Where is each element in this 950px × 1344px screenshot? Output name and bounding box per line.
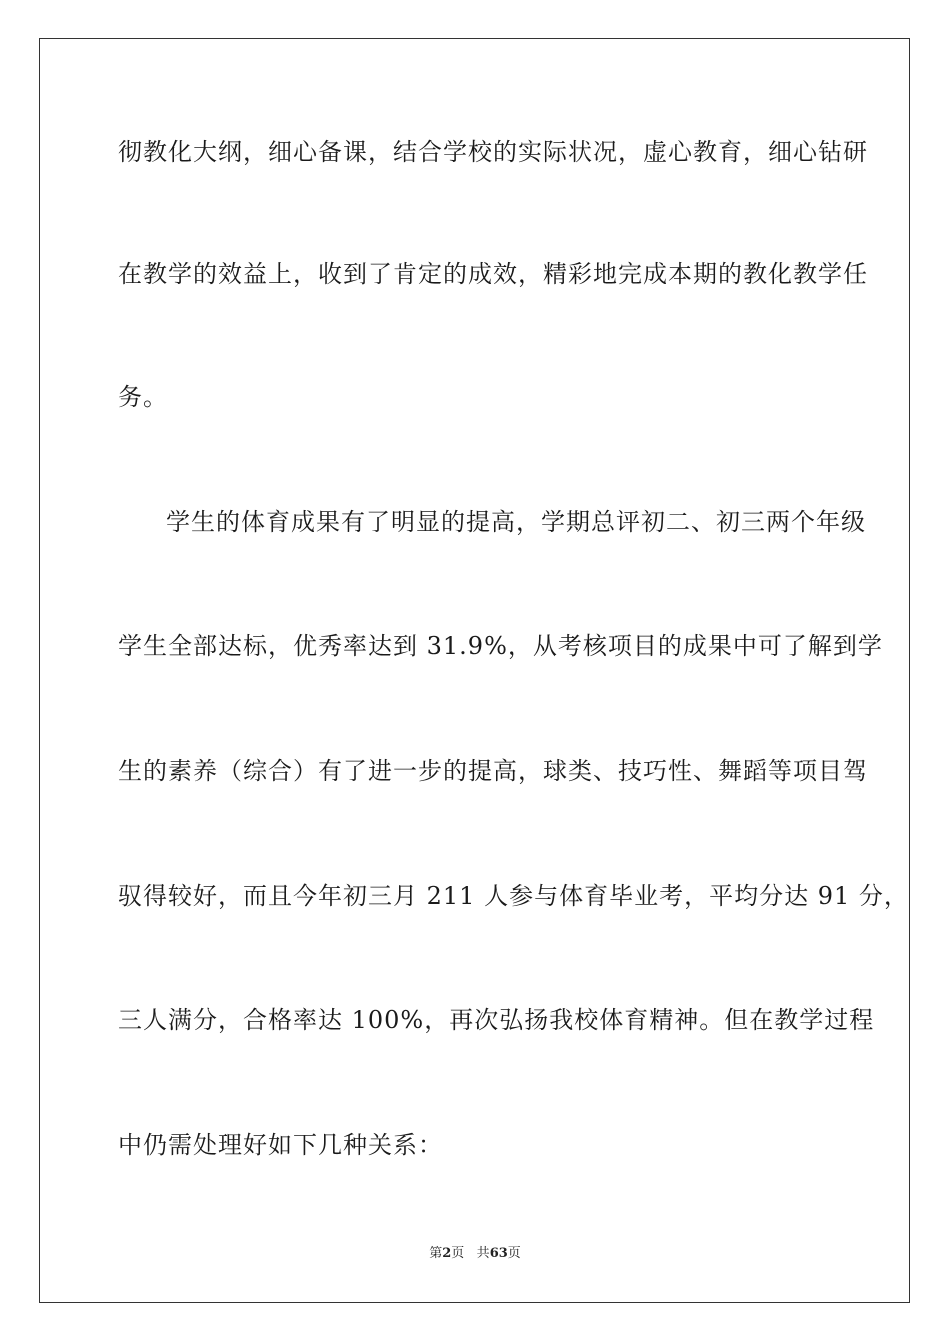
text-line: 彻教化大纲，细心备课，结合学校的实际状况，虚心教育，细心钻研 bbox=[118, 138, 868, 166]
footer-page-number: 2 bbox=[442, 1246, 452, 1261]
footer-total-suffix: 页 bbox=[507, 1246, 521, 1261]
text-line: 学生全部达标，优秀率达到 31.9%，从考核项目的成果中可了解到学 bbox=[118, 632, 883, 660]
paragraph-first-line: 学生的体育成果有了明显的提高，学期总评初二、初三两个年级 bbox=[166, 508, 866, 536]
footer-total-prefix: 共 bbox=[476, 1246, 490, 1261]
text-line: 三人满分，合格率达 100%，再次弘扬我校体育精神。但在教学过程 bbox=[118, 1006, 875, 1034]
text-line: 务。 bbox=[118, 383, 168, 411]
footer-page-prefix: 第 bbox=[429, 1246, 443, 1261]
page-border bbox=[39, 38, 910, 1303]
footer-page-suffix: 页 bbox=[451, 1246, 465, 1261]
page-footer bbox=[0, 1245, 950, 1263]
text-line: 生的素养（综合）有了进一步的提高，球类、技巧性、舞蹈等项目驾 bbox=[118, 757, 868, 785]
text-line: 驭得较好，而且今年初三月 211 人参与体育毕业考，平均分达 91 分， bbox=[118, 882, 909, 910]
footer-total-pages: 63 bbox=[489, 1246, 508, 1261]
text-line: 在教学的效益上，收到了肯定的成效，精彩地完成本期的教化教学任 bbox=[118, 260, 868, 288]
text-line: 中仍需处理好如下几种关系： bbox=[118, 1131, 443, 1159]
